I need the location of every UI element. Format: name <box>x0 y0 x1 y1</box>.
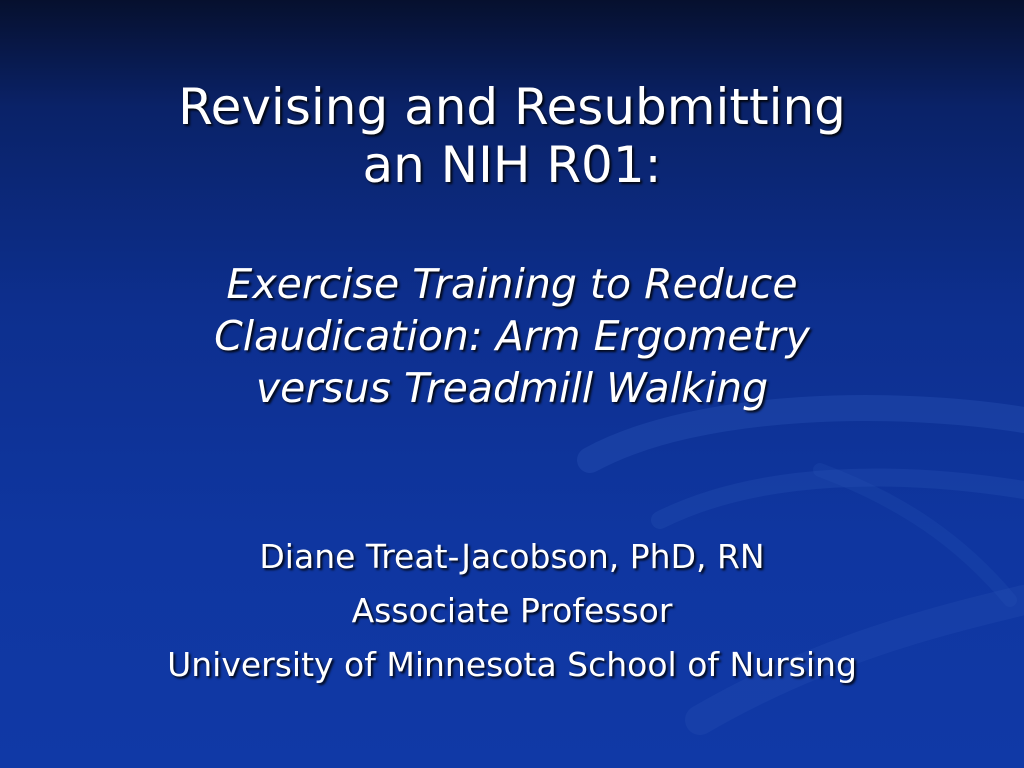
slide-title-line-2: an NIH R01: <box>362 136 662 194</box>
author-block <box>0 530 1024 692</box>
author-position: Associate Professor <box>351 591 673 630</box>
slide-subtitle-line-1: Exercise Training to Reduce <box>226 260 798 308</box>
swoosh-arc-outer <box>590 408 1024 460</box>
slide-subtitle-line-3: versus Treadmill Walking <box>255 364 769 412</box>
author-affiliation: University of Minnesota School of Nursing <box>167 645 857 684</box>
author-name: Diane Treat-Jacobson, PhD, RN <box>259 537 765 576</box>
slide-subtitle-line-2: Claudication: Arm Ergometry <box>214 312 810 360</box>
slide-subtitle <box>0 258 1024 414</box>
slide-title-line-1: Revising and Resubmitting <box>178 78 846 136</box>
slide-title <box>0 78 1024 194</box>
swoosh-arc-inner <box>660 478 1024 520</box>
